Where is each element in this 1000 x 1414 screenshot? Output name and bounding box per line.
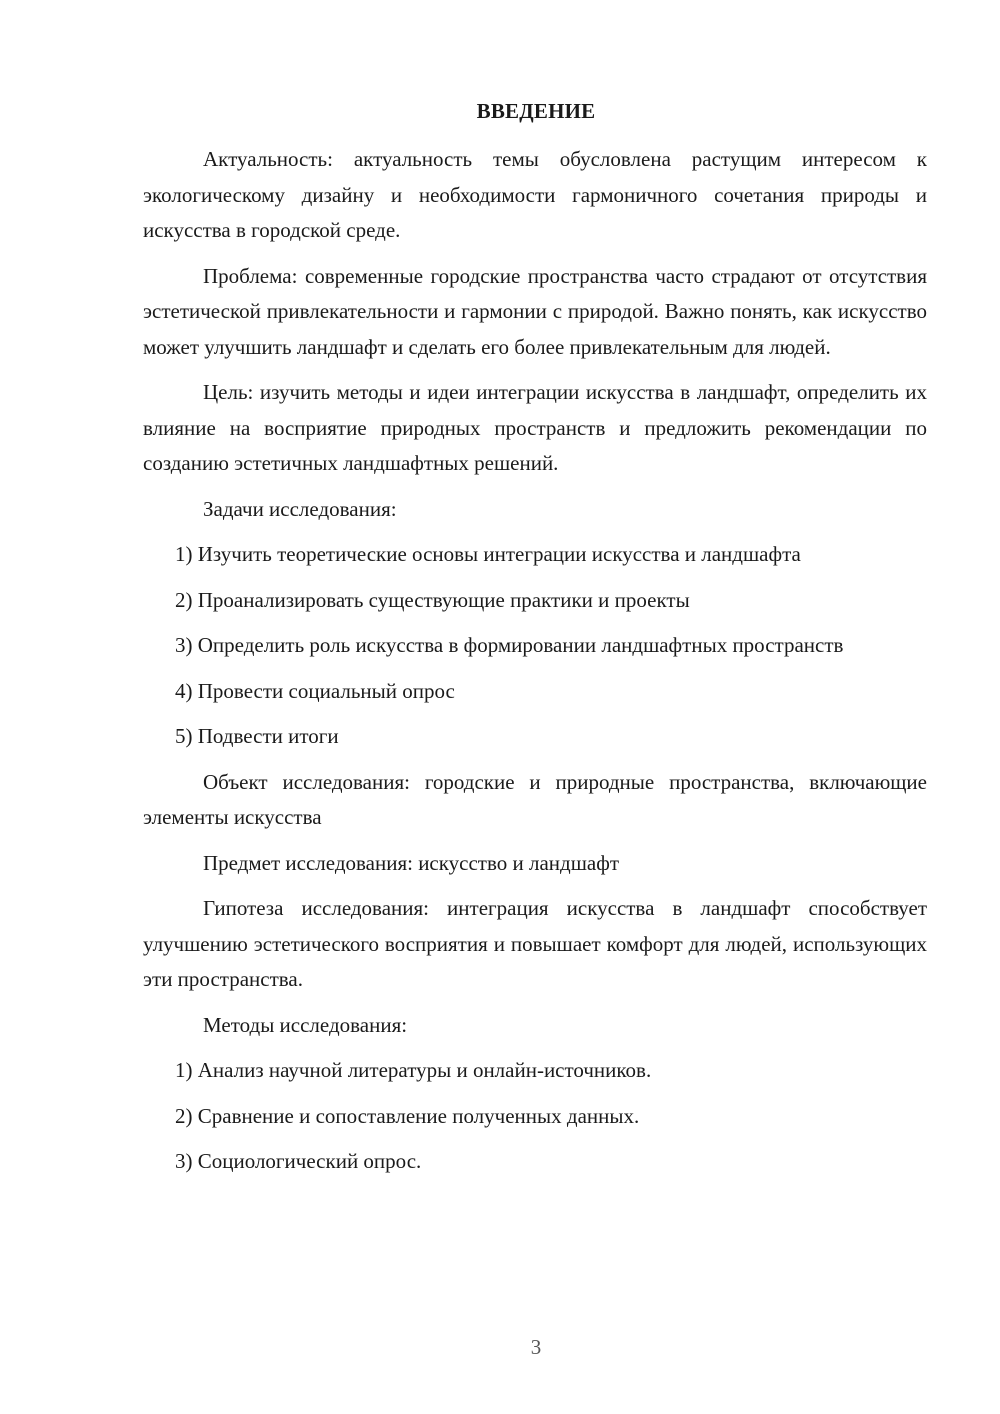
paragraph-subject: Предмет исследования: искусство и ландшафт	[203, 850, 619, 875]
paragraph-problem: Проблема: современные городские пространства часто страдают от отсутствия эстетической привлекательности и гармонии с природой. Важно понять, как искусство может улучшить ландшафт и сделать его более привлекательным для людей.	[143, 263, 927, 359]
list-item-task-4: 4) Провести социальный опрос	[175, 678, 455, 703]
list-item-task-2: 2) Проанализировать существующие практики и проекты	[175, 587, 690, 612]
paragraph-object: Объект исследования: городские и природные пространства, включающие элементы искусства	[143, 769, 927, 829]
list-item-method-2: 2) Сравнение и сопоставление полученных данных.	[175, 1103, 640, 1128]
paragraph-goal: Цель: изучить методы и идеи интеграции искусства в ландшафт, определить их влияние на восприятие природных пространств и предложить рекомендации по созданию эстетичных ландшафтных решений.	[143, 380, 927, 475]
paragraph-tasks-heading: Задачи исследования:	[203, 496, 397, 521]
list-item-task-1: 1) Изучить теоретические основы интеграции искусства и ландшафта	[175, 542, 801, 566]
page-number: 3	[530, 1335, 542, 1359]
list-item-method-3: 3) Социологический опрос.	[175, 1149, 422, 1173]
list-item-task-3: 3) Определить роль искусства в формировании ландшафтных пространств	[175, 633, 844, 657]
list-item-method-1: 1) Анализ научной литературы и онлайн-источников.	[175, 1058, 652, 1082]
document-body	[143, 142, 927, 1180]
paragraph-hypothesis: Гипотеза исследования: интеграция искусства в ландшафт способствует улучшению эстетического восприятия и повышает комфорт для людей, использующих эти пространства.	[143, 896, 927, 991]
paragraph-methods-heading: Методы исследования:	[203, 1012, 408, 1037]
paragraph-relevance: Актуальность: актуальность темы обусловлена растущим интересом к экологическому дизайну и необходимости гармоничного сочетания природы и искусства в городской среде.	[143, 147, 927, 242]
page-title: ВВЕДЕНИЕ	[476, 99, 596, 123]
list-item-task-5: 5) Подвести итоги	[175, 724, 339, 748]
